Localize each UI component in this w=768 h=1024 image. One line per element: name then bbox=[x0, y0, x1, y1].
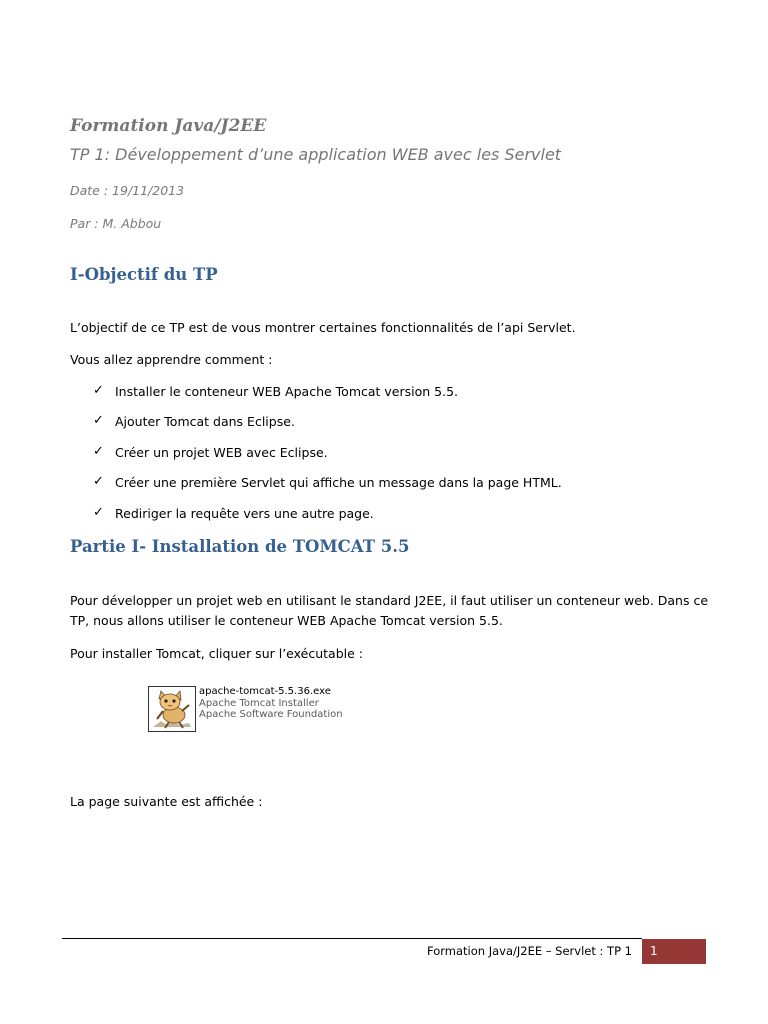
installer-file-item[interactable] bbox=[148, 686, 343, 732]
next-page-caption: La page suivante est affichée : bbox=[70, 794, 263, 809]
list-item-label: Rediriger la requête vers une autre page. bbox=[115, 506, 374, 521]
objectif-intro: L’objectif de ce TP est de vous montrer certaines fonctionnalités de l’api Servlet. bbox=[70, 320, 576, 335]
installer-filename: apache-tomcat-5.5.36.exe bbox=[199, 686, 331, 697]
installation-paragraph: Pour développer un projet web en utilisant le standard J2EE, il faut utiliser un conteneur web. Dans ce TP, nous allons utiliser le conteneur WEB Apache Tomcat version 5.5. bbox=[70, 593, 709, 628]
checkmark-icon: ✓ bbox=[93, 474, 104, 489]
list-item-label: Installer le conteneur WEB Apache Tomcat version 5.5. bbox=[115, 384, 459, 399]
checkmark-icon: ✓ bbox=[93, 505, 104, 520]
tomcat-cat-icon bbox=[148, 686, 196, 732]
section-heading-objectif: I-Objectif du TP bbox=[70, 265, 218, 284]
objectif-lead: Vous allez apprendre comment : bbox=[70, 352, 273, 367]
document-date: Date : 19/11/2013 bbox=[70, 183, 185, 198]
document-title: Formation Java/J2EE bbox=[70, 116, 267, 136]
checkmark-icon: ✓ bbox=[93, 383, 104, 398]
checkmark-icon: ✓ bbox=[93, 413, 104, 428]
installer-details bbox=[199, 686, 343, 721]
installer-description: Apache Tomcat Installer bbox=[199, 697, 319, 709]
installer-company: Apache Software Foundation bbox=[199, 709, 343, 720]
document-subtitle: TP 1: Développement d’une application WEB avec les Servlet bbox=[70, 145, 562, 164]
list-item-label: Ajouter Tomcat dans Eclipse. bbox=[115, 414, 295, 429]
footer-page-number: 1 bbox=[642, 939, 706, 964]
checkmark-icon: ✓ bbox=[93, 444, 104, 459]
list-item-label: Créer une première Servlet qui affiche un message dans la page HTML. bbox=[115, 475, 562, 490]
list-item-label: Créer un projet WEB avec Eclipse. bbox=[115, 445, 328, 460]
document-author: Par : M. Abbou bbox=[70, 216, 162, 231]
installation-instruction: Pour installer Tomcat, cliquer sur l’exécutable : bbox=[70, 646, 363, 661]
section-heading-installation: Partie I- Installation de TOMCAT 5.5 bbox=[70, 537, 410, 556]
footer-divider bbox=[62, 938, 642, 939]
footer-title: Formation Java/J2EE – Servlet : TP 1 bbox=[427, 944, 632, 958]
